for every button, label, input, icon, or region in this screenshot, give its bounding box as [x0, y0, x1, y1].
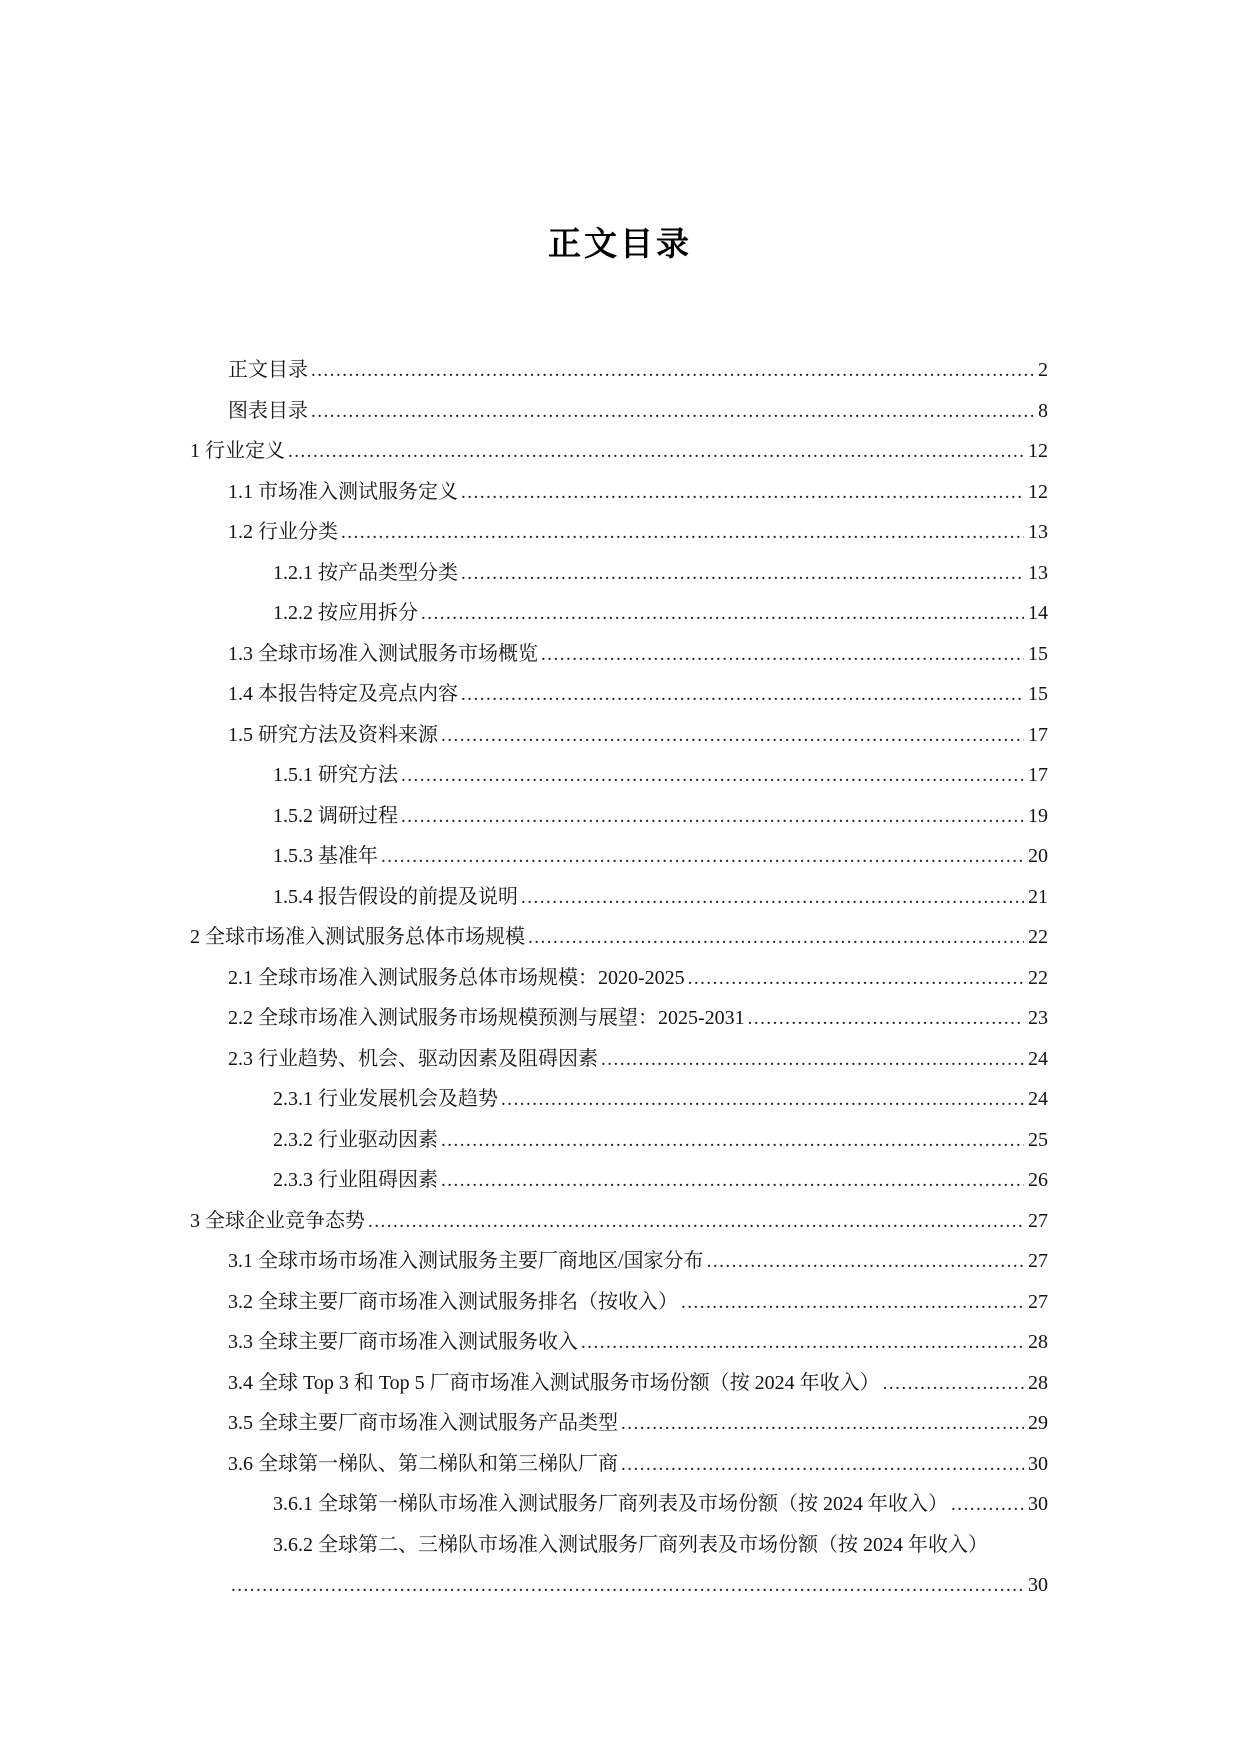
- toc-entry[interactable]: [190, 1525, 1048, 1566]
- toc-entry[interactable]: [190, 472, 1048, 513]
- toc-entry[interactable]: [190, 998, 1048, 1039]
- toc-entry-label: 图表目录: [228, 399, 308, 422]
- toc-page-number: 13: [1028, 521, 1048, 543]
- toc-entry-label: 3.1 全球市场市场准入测试服务主要厂商地区/国家分布: [228, 1250, 704, 1272]
- toc-page-number: 28: [1028, 1371, 1048, 1394]
- toc-page-number: 2: [1038, 359, 1048, 381]
- toc-page-number: 30: [1028, 1574, 1048, 1596]
- toc-entry-label: 1.5.1 研究方法: [273, 764, 398, 786]
- toc-entry[interactable]: [190, 715, 1048, 756]
- toc-page-number: 28: [1028, 1331, 1048, 1353]
- toc-entry[interactable]: [190, 431, 1048, 472]
- toc-list: [190, 350, 1048, 1606]
- toc-dot-leader: [231, 1565, 1024, 1607]
- toc-page-number: 22: [1028, 926, 1048, 948]
- toc-entry[interactable]: [190, 1565, 1048, 1606]
- toc-page-number: 13: [1028, 561, 1048, 584]
- toc-entry[interactable]: [190, 958, 1048, 999]
- toc-entry[interactable]: [190, 350, 1048, 391]
- toc-entry[interactable]: [190, 391, 1048, 432]
- toc-entry[interactable]: [190, 1079, 1048, 1120]
- toc-dot-leader: [401, 796, 1024, 838]
- toc-entry[interactable]: [190, 593, 1048, 634]
- toc-entry[interactable]: [190, 1322, 1048, 1363]
- toc-dot-leader: [421, 593, 1024, 635]
- toc-entry-label: 1.2 行业分类: [228, 521, 338, 543]
- toc-entry[interactable]: [190, 1403, 1048, 1444]
- toc-entry-label: 1 行业定义: [190, 440, 285, 462]
- toc-entry-label: 1.1 市场准入测试服务定义: [228, 480, 458, 503]
- toc-page-number: 21: [1028, 885, 1048, 908]
- toc-page-number: 24: [1028, 1088, 1048, 1110]
- toc-entry-label: 2 全球市场准入测试服务总体市场规模: [190, 926, 525, 948]
- toc-dot-leader: [601, 1039, 1024, 1081]
- toc-entry[interactable]: [190, 1444, 1048, 1485]
- toc-entry-label: 3.2 全球主要厂商市场准入测试服务排名（按收入）: [228, 1290, 678, 1313]
- toc-dot-leader: [681, 1282, 1024, 1324]
- toc-dot-leader: [707, 1241, 1024, 1283]
- toc-dot-leader: [441, 1120, 1024, 1162]
- toc-page-number: 27: [1028, 1290, 1048, 1313]
- toc-entry-label: 3.4 全球 Top 3 和 Top 5 厂商市场准入测试服务市场份额（按 2024 年收入）: [228, 1371, 880, 1394]
- toc-entry-label: 1.5.2 调研过程: [273, 804, 398, 827]
- toc-dot-leader: [288, 431, 1024, 473]
- toc-entry[interactable]: [190, 1484, 1048, 1525]
- toc-entry[interactable]: [190, 512, 1048, 553]
- toc-page-number: 25: [1028, 1128, 1048, 1151]
- toc-page-number: 20: [1028, 845, 1048, 867]
- toc-entry[interactable]: [190, 1160, 1048, 1201]
- toc-dot-leader: [441, 715, 1024, 757]
- toc-page-number: 30: [1028, 1493, 1048, 1515]
- toc-page-number: 27: [1028, 1250, 1048, 1272]
- toc-entry-label: 1.5.3 基准年: [273, 845, 378, 867]
- toc-page-number: 12: [1028, 480, 1048, 503]
- toc-entry-label: 3.6.2 全球第二、三梯队市场准入测试服务厂商列表及市场份额（按 2024 年收入）: [273, 1533, 988, 1556]
- toc-entry[interactable]: [190, 1201, 1048, 1242]
- toc-page-number: 12: [1028, 440, 1048, 462]
- toc-dot-leader: [381, 836, 1024, 878]
- toc-dot-leader: [341, 512, 1024, 554]
- toc-dot-leader: [311, 350, 1034, 392]
- toc-entry[interactable]: [190, 796, 1048, 837]
- toc-dot-leader: [461, 674, 1024, 716]
- toc-page-number: 27: [1028, 1209, 1048, 1232]
- toc-dot-leader: [528, 917, 1024, 959]
- toc-entry-label: 1.5 研究方法及资料来源: [228, 723, 438, 746]
- toc-entry[interactable]: [190, 836, 1048, 877]
- toc-page-number: 30: [1028, 1452, 1048, 1475]
- toc-dot-leader: [688, 958, 1024, 1000]
- toc-entry[interactable]: [190, 634, 1048, 675]
- toc-page-number: 17: [1028, 764, 1048, 786]
- toc-dot-leader: [311, 391, 1034, 433]
- toc-entry-label: 1.4 本报告特定及亮点内容: [228, 683, 458, 705]
- toc-entry[interactable]: [190, 755, 1048, 796]
- toc-entry[interactable]: [190, 877, 1048, 918]
- toc-page-number: 22: [1028, 966, 1048, 989]
- toc-entry-label: 2.1 全球市场准入测试服务总体市场规模：2020-2025: [228, 966, 685, 989]
- toc-dot-leader: [951, 1484, 1024, 1526]
- toc-dot-leader: [581, 1322, 1024, 1364]
- toc-dot-leader: [541, 634, 1024, 676]
- toc-entry-label: 3.5 全球主要厂商市场准入测试服务产品类型: [228, 1412, 618, 1434]
- toc-dot-leader: [501, 1079, 1024, 1121]
- toc-dot-leader: [621, 1403, 1024, 1445]
- toc-dot-leader: [401, 755, 1024, 797]
- toc-dot-leader: [621, 1444, 1024, 1486]
- toc-entry[interactable]: [190, 1282, 1048, 1323]
- toc-entry[interactable]: [190, 553, 1048, 594]
- toc-entry-label: 2.3.1 行业发展机会及趋势: [273, 1088, 498, 1110]
- toc-entry[interactable]: [190, 917, 1048, 958]
- toc-entry-label: 3.6.1 全球第一梯队市场准入测试服务厂商列表及市场份额（按 2024 年收入）: [273, 1493, 948, 1515]
- toc-page-number: 17: [1028, 723, 1048, 746]
- toc-page-number: 14: [1028, 602, 1048, 624]
- toc-entry-label: 1.2.2 按应用拆分: [273, 602, 418, 624]
- toc-entry-label: 1.2.1 按产品类型分类: [273, 561, 458, 584]
- toc-dot-leader: [883, 1363, 1024, 1405]
- toc-page-number: 26: [1028, 1169, 1048, 1191]
- toc-entry-label: 2.2 全球市场准入测试服务市场规模预测与展望：2025-2031: [228, 1007, 745, 1029]
- toc-entry-label: 2.3.3 行业阻碍因素: [273, 1169, 438, 1191]
- toc-entry-label: 3.6 全球第一梯队、第二梯队和第三梯队厂商: [228, 1452, 618, 1475]
- toc-page-number: 8: [1038, 399, 1048, 422]
- toc-page-number: 15: [1028, 642, 1048, 665]
- toc-page-number: 15: [1028, 683, 1048, 705]
- toc-entry-label: 2.3.2 行业驱动因素: [273, 1128, 438, 1151]
- toc-page-number: 23: [1028, 1007, 1048, 1029]
- toc-page-number: 19: [1028, 804, 1048, 827]
- toc-page-number: 29: [1028, 1412, 1048, 1434]
- page-title: 正文目录: [548, 225, 692, 262]
- toc-entry-label: 正文目录: [228, 359, 308, 381]
- toc-dot-leader: [521, 877, 1024, 919]
- toc-entry[interactable]: [190, 1241, 1048, 1282]
- toc-entry-label: 2.3 行业趋势、机会、驱动因素及阻碍因素: [228, 1047, 598, 1070]
- toc-entry[interactable]: [190, 1039, 1048, 1080]
- toc-entry-label: 1.3 全球市场准入测试服务市场概览: [228, 642, 538, 665]
- toc-dot-leader: [461, 553, 1024, 595]
- toc-entry[interactable]: [190, 1363, 1048, 1404]
- toc-page-number: 24: [1028, 1047, 1048, 1070]
- toc-entry-label: 1.5.4 报告假设的前提及说明: [273, 885, 518, 908]
- toc-dot-leader: [748, 998, 1024, 1040]
- toc-entry-label: 3 全球企业竞争态势: [190, 1209, 365, 1232]
- toc-entry[interactable]: [190, 674, 1048, 715]
- toc-entry-label: 3.3 全球主要厂商市场准入测试服务收入: [228, 1331, 578, 1353]
- toc-dot-leader: [368, 1201, 1024, 1243]
- toc-dot-leader: [441, 1160, 1024, 1202]
- toc-dot-leader: [461, 472, 1024, 514]
- toc-entry[interactable]: [190, 1120, 1048, 1161]
